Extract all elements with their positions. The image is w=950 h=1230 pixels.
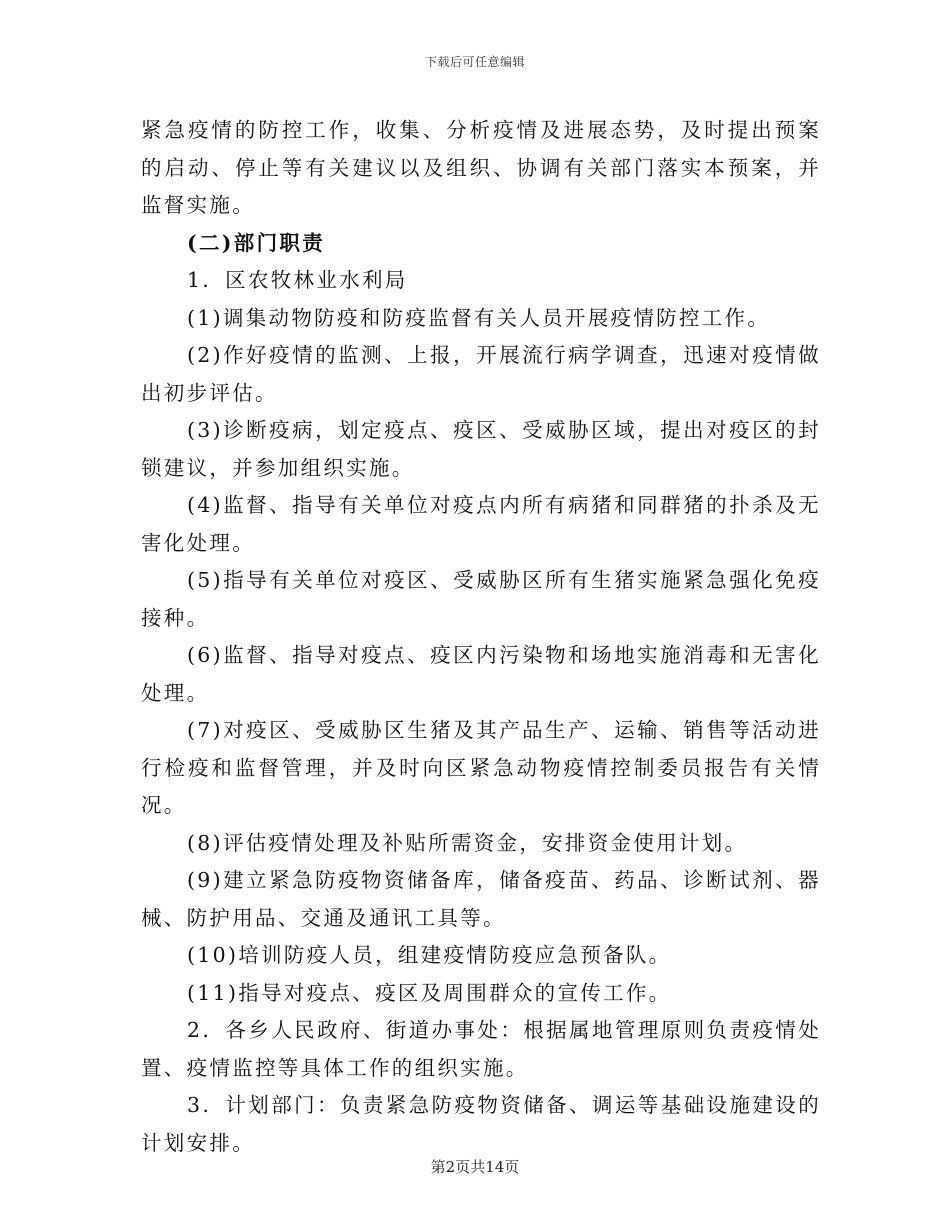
page-number: 第2页共14页 — [430, 1158, 520, 1176]
duty-item-11: (11)指导对疫点、疫区及周围群众的宣传工作。 — [187, 980, 672, 1005]
duty-item-10: (10)培训防疫人员，组建疫情防疫应急预备队。 — [187, 943, 672, 967]
department-item-township-governments: 2．各乡人民政府、街道办事处：根据属地管理原则负责疫情处置、疫情监控等具体工作的组织实施。 — [141, 1018, 821, 1080]
document-body — [141, 112, 821, 1162]
duty-item-8: (8)评估疫情处理及补贴所需资金，安排资金使用计划。 — [187, 830, 748, 855]
paragraph-continuation: 紧急疫情的防控工作，收集、分析疫情及进展态势，及时提出预案的启动、停止等有关建议以及组织、协调有关部门落实本预案，并监督实施。 — [141, 118, 821, 217]
subsection-heading-agriculture-bureau: 1．区农牧林业水利局 — [187, 268, 408, 292]
duty-item-9: (9)建立紧急防疫物资储备库，储备疫苗、药品、诊断试剂、器械、防护用品、交通及通讯工具等。 — [141, 868, 821, 930]
duty-item-5: (5)指导有关单位对疫区、受威胁区所有生猪实施紧急强化免疫接种。 — [141, 568, 821, 630]
duty-item-1: (1)调集动物防疫和防疫监督有关人员开展疫情防控工作。 — [187, 305, 771, 330]
duty-item-3: (3)诊断疫病，划定疫点、疫区、受威胁区域，提出对疫区的封锁建议，并参加组织实施。 — [141, 418, 821, 480]
duty-item-2: (2)作好疫情的监测、上报，开展流行病学调查，迅速对疫情做出初步评估。 — [141, 343, 821, 405]
duty-item-7: (7)对疫区、受威胁区生猪及其产品生产、运输、销售等活动进行检疫和监督管理，并及时向区紧急动物疫情控制委员报告有关情况。 — [141, 718, 821, 817]
duty-item-4: (4)监督、指导有关单位对疫点内所有病猪和同群猪的扑杀及无害化处理。 — [141, 493, 821, 555]
page-header-note: 下载后可任意编辑 — [424, 55, 525, 69]
section-heading-department-duties: (二)部门职责 — [187, 230, 325, 255]
duty-item-6: (6)监督、指导对疫点、疫区内污染物和场地实施消毒和无害化处理。 — [141, 643, 821, 705]
department-item-planning: 3．计划部门：负责紧急防疫物资储备、调运等基础设施建设的计划安排。 — [141, 1093, 821, 1155]
